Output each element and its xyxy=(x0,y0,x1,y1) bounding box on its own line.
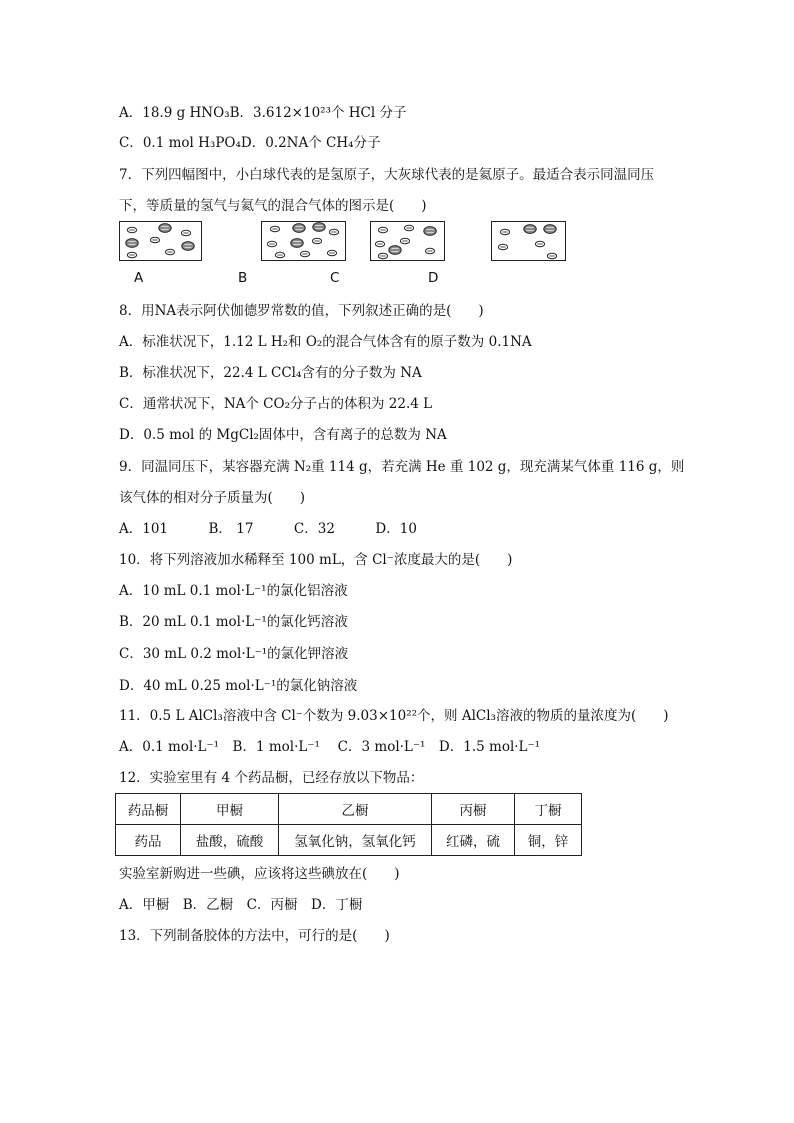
q9-stem-line1: 9．同温同压下，某容器充满 N₂重 114 g，若充满 He 重 102 g，现充满某气体重 116 g，则 xyxy=(119,459,685,475)
he-atom xyxy=(293,224,305,233)
h2-molecule xyxy=(404,225,413,231)
he-atom xyxy=(524,225,536,234)
q10-option-d: D．40 mL 0.25 mol·L⁻¹的氯化钠溶液 xyxy=(119,678,358,694)
q12-stem: 12．实验室里有 4 个药品橱，已经存放以下物品： xyxy=(119,770,424,786)
q9-stem-line2: 该气体的相对分子质量为( ) xyxy=(119,490,306,506)
h2-molecule xyxy=(275,252,284,258)
q7-label-a: A xyxy=(134,270,144,286)
table-cell: 药品橱 xyxy=(116,794,181,825)
table-cell: 药品 xyxy=(116,825,181,856)
h2-molecule xyxy=(498,244,507,250)
he-atom xyxy=(126,239,138,248)
h2-molecule xyxy=(378,227,387,233)
q7-stem-line2: 下，等质量的氢气与氦气的混合气体的图示是( ) xyxy=(119,198,427,214)
he-atom xyxy=(291,239,303,248)
he-atom xyxy=(389,246,401,255)
table-cell: 乙橱 xyxy=(279,794,432,825)
q8-option-c: C．通常状况下，NA个 CO₂分子占的体积为 22.4 L xyxy=(119,396,433,412)
q12-question: 实验室新购进一些碘，应该将这些碘放在( ) xyxy=(119,866,400,882)
q6-option-b: B．3.612×10²³个 HCl 分子 xyxy=(229,105,407,121)
q8-option-b: B．标准状况下，22.4 L CCl₄含有的分子数为 NA xyxy=(119,365,422,381)
q7-stem-line1: 7．下列四幅图中，小白球代表的是氢原子，大灰球代表的是氦原子。最适合表示同温同压 xyxy=(119,167,655,183)
table-cell: 丙橱 xyxy=(432,794,515,825)
h2-molecule xyxy=(267,241,276,247)
h2-molecule xyxy=(270,226,279,232)
table-cell: 红磷，硫 xyxy=(432,825,515,856)
table-row xyxy=(116,825,582,856)
h2-molecule xyxy=(150,237,159,243)
q10-option-b: B．20 mL 0.1 mol·L⁻¹的氯化钙溶液 xyxy=(119,614,348,630)
q11-options: A．0.1 mol·L⁻¹ B．1 mol·L⁻¹ C．3 mol·L⁻¹ D．1.5 mol·L⁻¹ xyxy=(119,739,541,755)
h2-molecule xyxy=(127,227,136,233)
h2-molecule xyxy=(547,253,556,259)
cabinet-table xyxy=(115,793,582,856)
q7-label-b: B xyxy=(238,270,248,286)
q8-option-a: A．标准状况下，1.12 L H₂和 O₂的混合气体含有的原子数为 0.1NA xyxy=(119,334,532,350)
h2-molecule xyxy=(400,238,409,244)
q7-label-c: C xyxy=(330,270,340,286)
q7-label-d: D xyxy=(428,270,439,286)
h2-molecule xyxy=(329,229,338,235)
h2-molecule xyxy=(312,238,321,244)
q10-option-c: C．30 mL 0.2 mol·L⁻¹的氯化钾溶液 xyxy=(119,646,349,662)
h2-molecule xyxy=(425,248,434,254)
q6-option-d: D．0.2NA个 CH₄分子 xyxy=(240,135,381,151)
table-cell: 铜，锌 xyxy=(515,825,582,856)
table-cell: 氢氧化钠，氢氧化钙 xyxy=(279,825,432,856)
q13-stem: 13．下列制备胶体的方法中，可行的是( ) xyxy=(119,928,390,944)
h2-molecule xyxy=(165,249,174,255)
q12-options: A．甲橱 B．乙橱 C．丙橱 D．丁橱 xyxy=(119,897,363,913)
q8-stem: 8．用NA表示阿伏伽德罗常数的值，下列叙述正确的是( ) xyxy=(119,303,484,319)
h2-molecule xyxy=(535,241,544,247)
h2-molecule xyxy=(300,251,309,257)
he-atom xyxy=(424,227,436,236)
q9-options: A．101 B． 17 C．32 D．10 xyxy=(119,521,417,537)
he-atom xyxy=(313,223,325,232)
q6-option-a: A．18.9 g HNO₃ xyxy=(119,105,230,121)
h2-molecule xyxy=(327,250,336,256)
q11-stem: 11．0.5 L AlCl₃溶液中含 Cl⁻个数为 9.03×10²²个，则 AlCl₃溶液的物质的量浓度为( ) xyxy=(119,708,669,724)
h2-molecule xyxy=(500,229,509,235)
he-atom xyxy=(544,225,556,234)
h2-molecule xyxy=(378,253,387,259)
h2-molecule xyxy=(181,230,190,236)
he-atom xyxy=(159,224,171,233)
h2-molecule xyxy=(375,241,384,247)
table-header-row xyxy=(116,794,582,825)
q10-option-a: A．10 mL 0.1 mol·L⁻¹的氯化铝溶液 xyxy=(119,583,348,599)
q7-molecule-drawings xyxy=(0,0,794,300)
q10-stem: 10．将下列溶液加水稀释至 100 mL，含 Cl⁻浓度最大的是( ) xyxy=(119,552,513,568)
h2-molecule xyxy=(127,252,136,258)
table-cell: 丁橱 xyxy=(515,794,582,825)
table-cell: 盐酸，硫酸 xyxy=(181,825,279,856)
he-atom xyxy=(182,242,194,251)
table-cell: 甲橱 xyxy=(181,794,279,825)
q8-option-d: D．0.5 mol 的 MgCl₂固体中，含有离子的总数为 NA xyxy=(119,427,447,443)
q6-option-c: C．0.1 mol H₃PO₄ xyxy=(119,135,241,151)
